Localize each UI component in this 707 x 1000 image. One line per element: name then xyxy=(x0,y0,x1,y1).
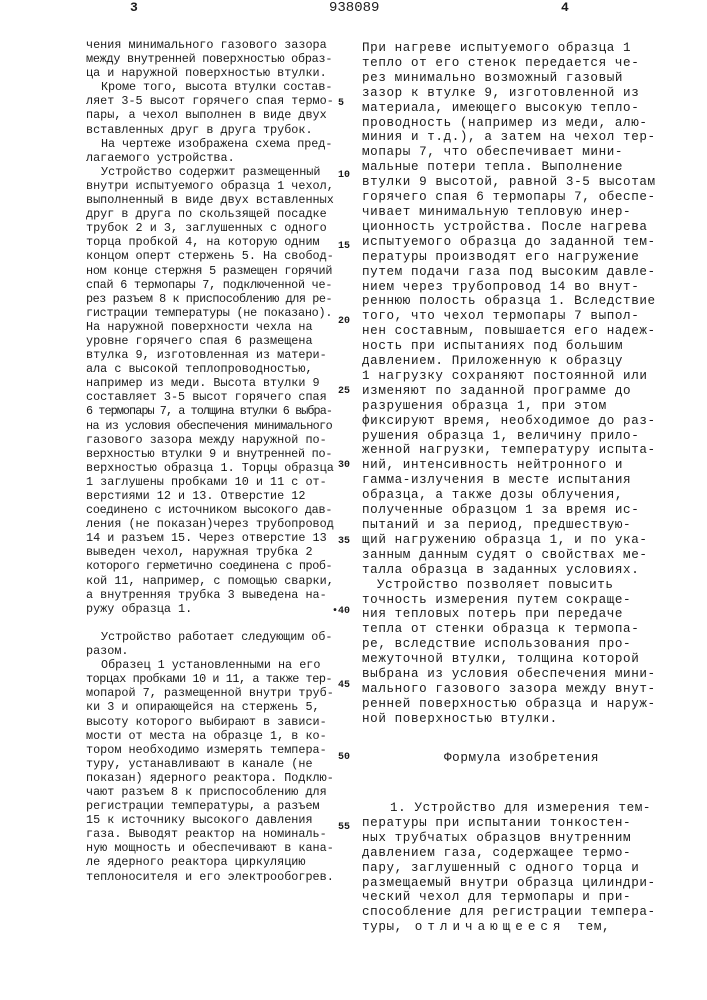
text-line: внутри испытуемого образца 1 чехол, xyxy=(86,179,334,193)
claim-line: способление для регистрации темпера- xyxy=(362,905,656,920)
text-line: тором необходимо измерять темпера- xyxy=(86,743,327,757)
text-line: разрушения образца 1, при этом xyxy=(362,399,607,414)
text-line: ляет 3-5 высот горячего спая термо- xyxy=(86,94,334,108)
line-number: 35 xyxy=(338,536,350,547)
text-line: теплоносителя и его электрообогрев. xyxy=(86,870,334,884)
text-line: гамма-излучения в месте испытания xyxy=(362,473,631,488)
line-number: 20 xyxy=(338,316,350,327)
text-line: ружу образца 1. xyxy=(86,602,192,616)
text-line: нен составным, повышается его надеж- xyxy=(362,324,656,339)
text-line: например из меди. Высота втулки 9 xyxy=(86,376,320,390)
text-line: 15 к источнику высокого давления xyxy=(86,813,313,827)
text-line: мального газового зазора между внут- xyxy=(362,682,656,697)
text-line: ность при испытаниях под большим xyxy=(362,339,623,354)
text-line: газового зазора между наружной по- xyxy=(86,433,327,447)
text-line: рез разъем 8 к приспособлению для ре- xyxy=(86,292,332,306)
text-line: между внутренней поверхностью образ- xyxy=(86,52,332,66)
text-line: мопарой 7, размещенной внутри труб- xyxy=(86,686,334,700)
text-line: друг в друга по скользящей посадке xyxy=(86,207,327,221)
text-line: ной поверхностью втулки. xyxy=(362,712,558,727)
text-line: полученные образцом 1 за время ис- xyxy=(362,503,639,518)
text-line: нием через трубопровод 14 во внут- xyxy=(362,280,639,295)
paragraph xyxy=(362,41,656,578)
text-line: составляет 3-5 высот горячего спая xyxy=(86,390,327,404)
text-line: миния и т.д.), а затем на чехол тер- xyxy=(362,130,656,145)
text-line: тепло от его стенок передается че- xyxy=(362,56,639,71)
claim-line: ных трубчатых образцов внутренним xyxy=(362,831,631,846)
text-line: пары, а чехол выполнен в виде двух xyxy=(86,108,327,122)
text-line: верхностью образца 1. Торцы образца xyxy=(86,461,334,475)
text-line: выведен чехол, наружная трубка 2 xyxy=(86,545,313,559)
text-line: При нагреве испытуемого образца 1 xyxy=(362,41,631,56)
text-line: рушения образца 1, величину прило- xyxy=(362,429,639,444)
text-line: На наружной поверхности чехла на xyxy=(86,320,313,334)
paragraph xyxy=(86,658,334,884)
claim-line: давлением газа, содержащее термо- xyxy=(362,846,631,861)
text-line: Образец 1 установленными на его xyxy=(86,658,320,672)
text-line: разом. xyxy=(86,644,128,658)
text-line: чения минимального газового зазора xyxy=(86,38,327,52)
text-line: путем подачи газа под высоким давле- xyxy=(362,265,656,280)
text-line: торца пробкой 4, на которую одним xyxy=(86,235,320,249)
text-line: Кроме того, высота втулки состав- xyxy=(86,80,332,94)
line-number: 30 xyxy=(338,460,350,471)
text-line: туру, устанавливают в канале (не xyxy=(86,757,313,771)
left-text-column xyxy=(86,38,334,884)
text-line: 1 нагрузку сохраняют постоянной или xyxy=(362,369,648,384)
text-line: торцах пробками 10 и 11, а также тер- xyxy=(86,672,332,686)
text-line: щий нагружению образца 1, и по ука- xyxy=(362,533,648,548)
claim-line: размещаемый внутри образца цилиндри- xyxy=(362,876,656,891)
text-line: ционность устройства. После нагрева xyxy=(362,220,648,235)
claim-text: туры, xyxy=(362,920,403,934)
line-number: 25 xyxy=(338,386,350,397)
claim-text: тем, xyxy=(578,920,611,934)
text-line: ки 3 и опирающейся на стержень 5, xyxy=(86,700,320,714)
paragraph xyxy=(86,38,334,80)
text-line: спай 6 термопары 7, подключенной че- xyxy=(86,278,332,292)
text-line: втулка 9, изготовленная из матери- xyxy=(86,348,327,362)
page-number-left: 3 xyxy=(130,0,138,15)
text-line: рез минимально возможный газовый xyxy=(362,71,623,86)
text-line: соединено с источником высокого дав- xyxy=(86,503,332,517)
text-line: ала с высокой теплопроводностью, xyxy=(86,362,313,376)
text-line: лагаемого устройства. xyxy=(86,151,235,165)
text-line: реннюю полость образца 1. Вследствие xyxy=(362,294,656,309)
text-line: высоту которого выбирают в зависи- xyxy=(86,715,327,729)
text-line: межуточной втулки, толщина которой xyxy=(362,652,639,667)
text-line: точность измерения путем сокраще- xyxy=(362,593,631,608)
text-line: проводность (например из меди, алю- xyxy=(362,116,648,131)
text-line: которого герметично соединена с проб- xyxy=(86,559,332,573)
paragraph xyxy=(362,578,656,727)
text-line: испытуемого образца до заданной тем- xyxy=(362,235,656,250)
text-line: а внутренняя трубка 3 выведена на- xyxy=(86,588,327,602)
text-line: мости от места на образце 1, в ко- xyxy=(86,729,327,743)
text-line: 1 заглушены пробками 10 и 11 с от- xyxy=(86,475,327,489)
text-line: уровне горячего спая 6 размещена xyxy=(86,334,313,348)
text-line: ца и наружной поверхностью втулки. xyxy=(86,66,327,80)
text-line: На чертеже изображена схема пред- xyxy=(86,137,332,151)
text-line: концом оперт стержень 5. На свобод- xyxy=(86,249,334,263)
text-line: того, что чехол термопары 7 выпол- xyxy=(362,309,639,324)
text-line: мальные потери тепла. Выполнение xyxy=(362,160,623,175)
line-number: •40 xyxy=(332,606,350,617)
text-line: занным данным судят о свойствах ме- xyxy=(362,548,648,563)
line-number: 5 xyxy=(338,98,344,109)
right-text-column xyxy=(362,41,656,727)
text-line: Устройство позволяет повысить xyxy=(362,578,614,593)
claim-line: ческий чехол для термопары и при- xyxy=(362,890,631,905)
text-line: чивает минимальную тепловую инер- xyxy=(362,205,631,220)
line-number: 55 xyxy=(338,822,350,833)
text-line: ренней поверхностью образца и наруж- xyxy=(362,697,656,712)
text-line: выполненный в виде двух вставленных xyxy=(86,193,334,207)
text-line: пературы производят его нагружение xyxy=(362,250,639,265)
text-line: трубок 2 и 3, заглушенных с одного xyxy=(86,221,327,235)
text-line: ную мощность и обеспечивают в кана- xyxy=(86,841,334,855)
text-line: выбрана из условия обеспечения мини- xyxy=(362,667,656,682)
text-line: ления (не показан)через трубопровод xyxy=(86,517,334,531)
claim-line: пературы при испытании тонкостен- xyxy=(362,816,631,831)
text-line: гистрации температуры (не показано). xyxy=(86,306,332,320)
text-line: женной нагрузки, температуру испыта- xyxy=(362,443,656,458)
claim-line xyxy=(362,920,610,935)
text-line: 6 термопары 7, а толщина втулки 6 выбра- xyxy=(86,404,332,418)
text-line: на из условия обеспечения минимального xyxy=(86,419,332,433)
text-line: показан) ядерного реактора. Подклю- xyxy=(86,771,334,785)
text-line: Устройство работает следующим об- xyxy=(86,630,332,644)
line-number: 10 xyxy=(338,170,350,181)
text-line: давлением. Приложенную к образцу xyxy=(362,354,623,369)
text-line: Устройство содержит размещенный xyxy=(86,165,320,179)
text-line: горячего спая 6 термопары 7, обеспе- xyxy=(362,190,656,205)
line-number: 45 xyxy=(338,680,350,691)
patent-number: 938089 xyxy=(329,0,379,16)
page-number-right: 4 xyxy=(561,0,569,15)
text-line: талла образца в заданных условиях. xyxy=(362,563,639,578)
text-line: верхностью втулки 9 и внутренней по- xyxy=(86,447,332,461)
text-line: втулки 9 высотой, равной 3-5 высотам xyxy=(362,175,656,190)
text-line: ний, интенсивность нейтронного и xyxy=(362,458,623,473)
emphasized-keyword: отличающееся xyxy=(415,920,566,934)
text-line: чают разъем 8 к приспособлению для xyxy=(86,785,327,799)
text-line: зазор к втулке 9, изготовленной из xyxy=(362,86,639,101)
claim-line: пару, заглушенный с одного торца и xyxy=(362,861,639,876)
line-number: 50 xyxy=(338,752,350,763)
text-line: регистрации температуры, а разъем xyxy=(86,799,320,813)
text-line: мопары 7, что обеспечивает мини- xyxy=(362,145,623,160)
formula-heading: Формула изобретения xyxy=(444,751,599,765)
text-line: тепла от стенки образца к термопа- xyxy=(362,622,639,637)
text-line: изменяют по заданной программе до xyxy=(362,384,631,399)
text-line: образца, а также дозы облучения, xyxy=(362,488,623,503)
text-line: пытаний и за период, предшествую- xyxy=(362,518,631,533)
text-line: материала, имеющего высокую тепло- xyxy=(362,101,639,116)
text-line: газа. Выводят реактор на номиналь- xyxy=(86,827,327,841)
text-line: 14 и разъем 15. Через отверстие 13 xyxy=(86,531,327,545)
paragraph xyxy=(86,165,334,616)
text-line: вставленных друг в друга трубок. xyxy=(86,123,313,137)
text-line: кой 11, например, с помощью сварки, xyxy=(86,574,334,588)
line-number: 15 xyxy=(338,241,350,252)
text-line: ния тепловых потерь при передаче xyxy=(362,607,623,622)
text-line: ном конце стержня 5 размещен горячий xyxy=(86,264,332,278)
claim-1-text xyxy=(362,801,656,935)
text-line: верстиями 12 и 13. Отверстие 12 xyxy=(86,489,305,503)
text-line: ле ядерного реактора циркуляцию xyxy=(86,855,305,869)
claim-line: 1. Устройство для измерения тем- xyxy=(362,801,651,816)
text-line: ре, вследствие использования про- xyxy=(362,637,631,652)
paragraph xyxy=(86,630,334,658)
paragraph xyxy=(86,80,334,136)
text-line: фиксируют время, необходимое до раз- xyxy=(362,414,656,429)
paragraph xyxy=(86,137,334,165)
